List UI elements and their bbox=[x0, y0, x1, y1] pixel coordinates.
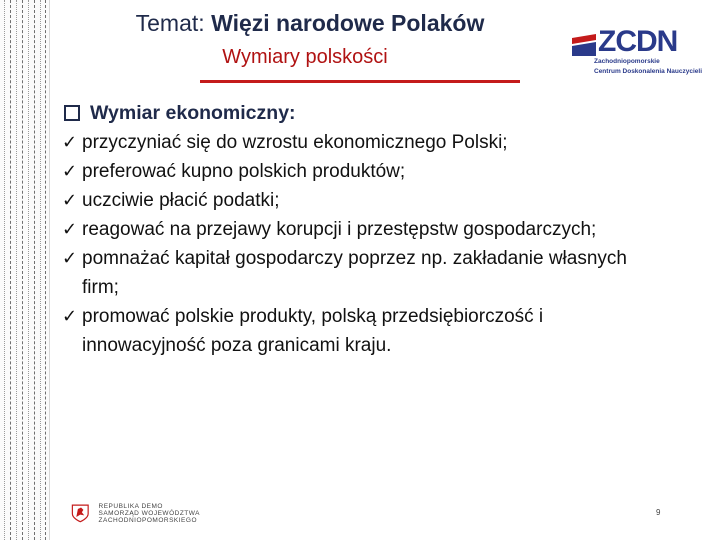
title-underline bbox=[200, 80, 520, 83]
list-item bbox=[62, 157, 702, 186]
list-item-text: promować polskie produkty, polską przedsiębiorczość i innowacyjność poza granicami kraju. bbox=[82, 306, 544, 356]
footer-line2: SAMORZĄD WOJEWÓDZTWA bbox=[98, 509, 200, 517]
list-item-text: uczciwie płacić podatki; bbox=[82, 190, 280, 211]
section-heading-text: Wymiar ekonomiczny: bbox=[90, 101, 296, 124]
page-title bbox=[0, 10, 620, 37]
list-item bbox=[62, 302, 702, 360]
list-item bbox=[62, 244, 702, 302]
list-item-text: pomnażać kapitał gospodarczy poprzez np. zakładanie własnych firm; bbox=[82, 248, 627, 298]
checkmark-icon: ✓ bbox=[62, 248, 78, 269]
list-item-text: przyczyniać się do wzrostu ekonomicznego Polski; bbox=[82, 132, 508, 153]
manuscript-line bbox=[28, 0, 30, 540]
logo-wordmark: ZCDN bbox=[598, 25, 678, 58]
title-prefix: Temat: bbox=[135, 10, 212, 36]
page-number: 9 bbox=[656, 508, 661, 517]
list-item bbox=[62, 186, 702, 215]
manuscript-edge bbox=[49, 0, 50, 540]
manuscript-line bbox=[16, 0, 18, 540]
footer-line1: REPUBLIKA DEMO bbox=[98, 502, 163, 510]
manuscript-line bbox=[40, 0, 42, 540]
checkmark-icon: ✓ bbox=[62, 219, 78, 240]
manuscript-line bbox=[4, 0, 6, 540]
section-heading bbox=[62, 98, 702, 128]
list-item-text: reagować na przejawy korupcji i przestępstw gospodarczych; bbox=[82, 219, 597, 240]
regional-government-logo bbox=[70, 498, 200, 528]
manuscript-line bbox=[34, 0, 36, 540]
checkmark-icon: ✓ bbox=[62, 161, 78, 182]
page-subtitle: Wymiary polskości bbox=[222, 46, 388, 68]
manuscript-strip bbox=[0, 0, 50, 540]
footer-line3: ZACHODNIOPOMORSKIEGO bbox=[98, 516, 197, 524]
zcdn-emblem-icon bbox=[572, 34, 596, 56]
checkmark-icon: ✓ bbox=[62, 306, 78, 327]
list-item-text: preferować kupno polskich produktów; bbox=[82, 161, 406, 182]
zcdn-logo bbox=[572, 25, 703, 75]
griffin-crest-icon bbox=[70, 500, 91, 526]
manuscript-line bbox=[22, 0, 24, 540]
checkmark-icon: ✓ bbox=[62, 132, 78, 153]
logo-caption-line1: Zachodniopomorskie bbox=[594, 58, 660, 65]
list-item bbox=[62, 215, 702, 244]
checkmark-icon: ✓ bbox=[62, 190, 78, 211]
title-topic: Więzi narodowe Polaków bbox=[211, 10, 485, 36]
logo-caption-line2: Centrum Doskonalenia Nauczycieli bbox=[594, 67, 703, 75]
slide-content bbox=[62, 98, 702, 360]
manuscript-line bbox=[45, 0, 47, 540]
list-item bbox=[62, 128, 702, 157]
square-bullet-icon bbox=[64, 105, 80, 121]
manuscript-line bbox=[10, 0, 12, 540]
